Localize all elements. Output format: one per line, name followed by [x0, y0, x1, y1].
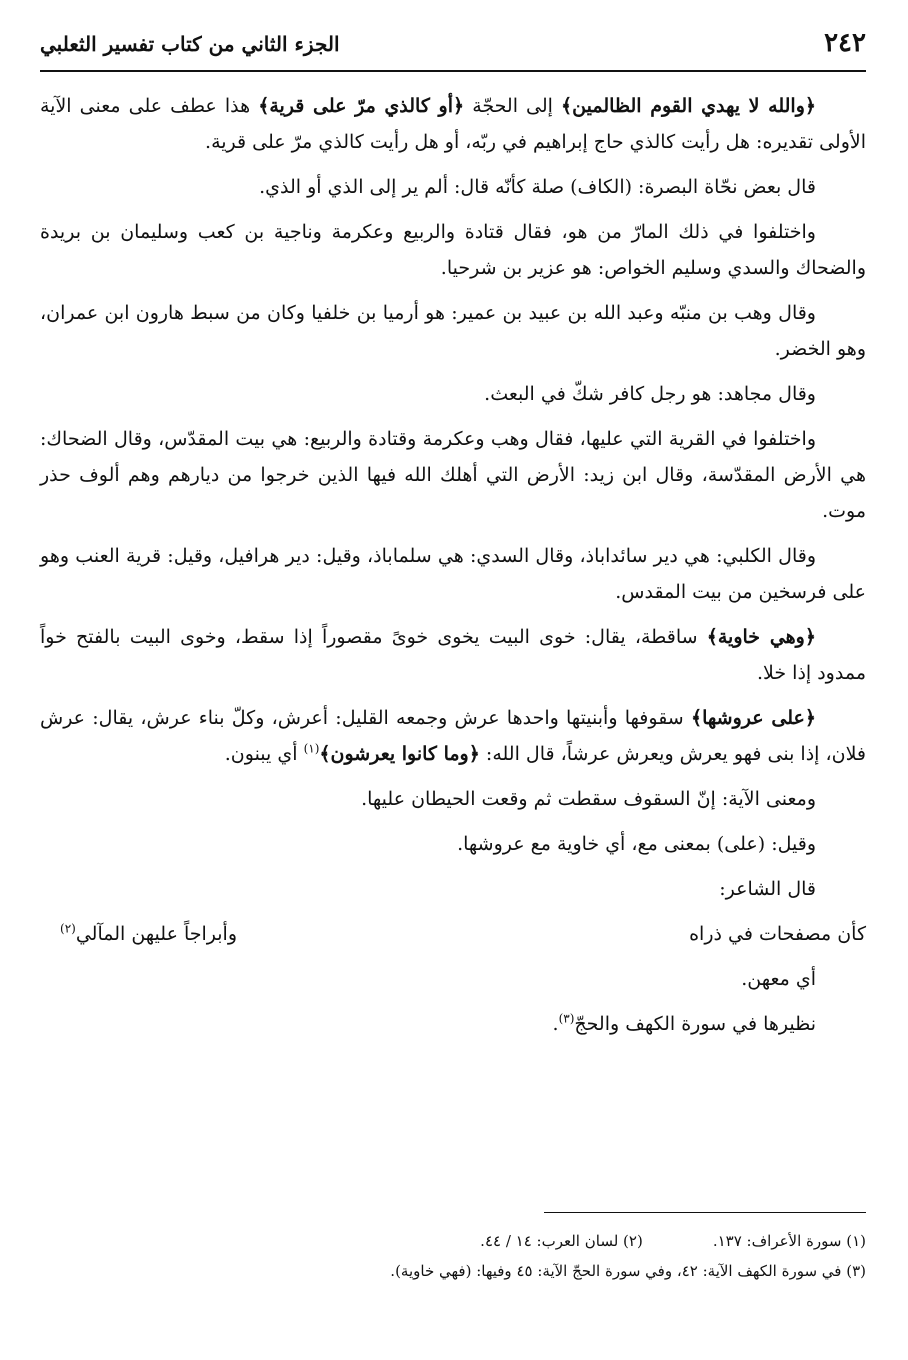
- paragraph-10: ومعنى الآية: إنّ السقوف سقطت ثم وقعت الحيطان عليها.: [361, 788, 816, 810]
- footnote-row: [40, 1226, 866, 1256]
- footnote-ref-2: (٢): [60, 921, 76, 936]
- running-title: الجزء الثاني من كتاب تفسير الثعلبي: [40, 32, 340, 56]
- paragraph-text: هذا عطف على معنى الآية الأولى تقديره: هل رأيت كالذي حاج إبراهيم في ربّه، أو هل رأيت كالذي مرّ على قرية.: [40, 95, 866, 153]
- paragraph-text: سقوفها وأبنيتها واحدها عرش وجمعه القليل: أعرش، وكلّ بناء عرش، يقال: عرش فلان، إذا بنى فهو يعرش ويعرش عرشاً، قال الله:: [40, 707, 866, 765]
- paragraph-9: [40, 700, 866, 772]
- paragraph-3: واختلفوا في ذلك المارّ من هو، فقال قتادة والربيع وعكرمة وناجية بن كعب وسليمان بن بريدة والضحاك والسدي وسليم الخواص: هو عزير بن شرحيا.: [40, 221, 866, 279]
- paragraph-12: قال الشاعر:: [719, 878, 816, 900]
- footnote-ref-3: (٣): [558, 1011, 575, 1026]
- quran-quote: ﴿وهي خاوية﴾: [706, 626, 816, 648]
- footnote-divider: [544, 1212, 866, 1213]
- footnotes: [40, 1226, 866, 1286]
- footnote-1: (١) سورة الأعراف: ١٣٧.: [712, 1232, 866, 1250]
- poem-hemistich-1: كأن مصفحات في ذراه: [689, 923, 866, 945]
- paragraph-13: أي معهن.: [741, 968, 816, 990]
- paragraph-2: قال بعض نحّاة البصرة: (الكاف) صلة كأنّه قال: ألم ير إلى الذي أو الذي.: [259, 176, 816, 198]
- paragraph-7: وقال الكلبي: هي دير سائداباذ، وقال السدي: هي سلماباذ، وقيل: دير هرافيل، وقيل: قرية العنب وهو على فرسخين من بيت المقدس.: [40, 545, 866, 603]
- poem-verse: [40, 916, 866, 952]
- footnote-2: (٢) لسان العرب: ١٤ / ٤٤.: [480, 1232, 643, 1250]
- paragraph-1: [40, 88, 866, 160]
- quran-quote: ﴿أو كالذي مرّ على قرية﴾: [258, 95, 465, 117]
- paragraph-text: إلى الحجّة: [464, 95, 562, 117]
- quran-quote: ﴿على عروشها﴾: [690, 707, 816, 729]
- quran-quote: ﴿والله لا يهدي القوم الظالمين﴾: [561, 95, 816, 117]
- quran-quote: ﴿وما كانوا يعرشون﴾: [319, 743, 480, 765]
- poem-hemistich-2: [60, 916, 237, 952]
- paragraph-text: أي يبنون.: [224, 743, 304, 765]
- paragraph-11: وقيل: (على) بمعنى مع، أي خاوية مع عروشها.: [457, 833, 816, 855]
- paragraph-14: [40, 1006, 866, 1042]
- paragraph-5: وقال مجاهد: هو رجل كافر شكّ في البعث.: [484, 383, 816, 405]
- footnote-3: (٣) في سورة الكهف الآية: ٤٢، وفي سورة الحجّ الآية: ٤٥ وفيها: (فهي خاوية).: [390, 1262, 866, 1280]
- paragraph-end: .: [552, 1013, 559, 1035]
- paragraph-4: وقال وهب بن منبّه وعبد الله بن عبيد بن عمير: هو أرميا بن خلفيا وكان من سبط هارون ابن عمران، وهو الخضر.: [40, 302, 866, 360]
- page-body: [40, 88, 866, 1051]
- paragraph-6: واختلفوا في القرية التي عليها، فقال وهب وعكرمة وقتادة والربيع: هي بيت المقدّس، وقال الضحاك: هي الأرض المقدّسة، وقال ابن زيد: الأرض التي أهلك الله فيها الذين خرجوا من ديارهم وهم ألوف حذر موت.: [40, 428, 866, 522]
- page-header: [40, 26, 866, 72]
- paragraph-8: [40, 619, 866, 691]
- footnote-ref-1: (١): [303, 741, 320, 756]
- poem-hemistich-2-text: وأبراجاً عليهن المآلي: [75, 923, 237, 945]
- paragraph-text: ساقطة، يقال: خوى البيت يخوى خوىً مقصوراً إذا سقط، وخوى البيت بالفتح خواً ممدود إذا خلا.: [40, 626, 866, 684]
- paragraph-text: نظيرها في سورة الكهف والحجّ: [574, 1013, 816, 1035]
- page-number: ٢٤٢: [824, 28, 866, 58]
